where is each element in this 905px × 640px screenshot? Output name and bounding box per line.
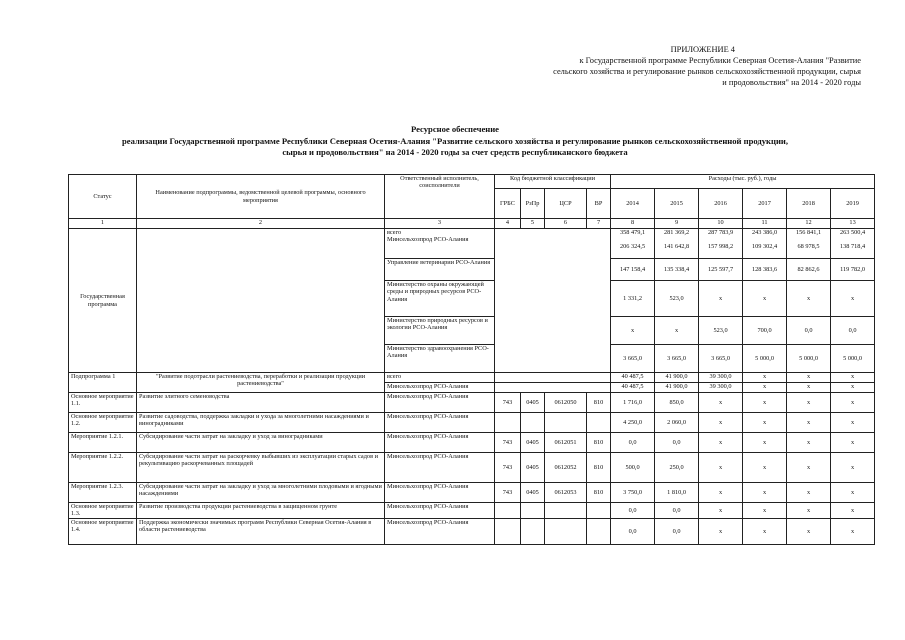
expense-value: 128 383,6 xyxy=(743,259,787,281)
expense-value: x xyxy=(611,317,655,345)
column-number: 10 xyxy=(699,219,743,229)
responsible-name: Управление ветеринарии РСО-Алания xyxy=(385,259,495,281)
rzpr-code: 0405 xyxy=(521,483,545,503)
expense-value: x xyxy=(743,453,787,483)
expense-value: 206 324,5 xyxy=(619,243,646,251)
expense-value: 1 331,2 xyxy=(611,281,655,317)
header-name: Наименование подпрограммы, ведомственной целевой программы, основного мероприятия xyxy=(137,175,385,219)
expense-value: x xyxy=(787,383,831,393)
responsible-name: Минсельхозпрод РСО-Алания xyxy=(385,503,495,519)
expense-value: x xyxy=(831,383,875,393)
total-value: x xyxy=(831,373,875,383)
header-year: 2014 xyxy=(611,189,655,219)
expense-value: x xyxy=(831,413,875,433)
activity-name: Субсидирование части затрат на раскорчевку выбывших из эксплуатации старых садов и рекультивацию раскорчеванных площадей xyxy=(137,453,385,483)
expense-value: 1 810,0 xyxy=(655,483,699,503)
table-body xyxy=(69,219,875,545)
rzpr-code xyxy=(521,413,545,433)
header-responsible: Ответственный исполнитель, соисполнители xyxy=(385,175,495,219)
expense-cell xyxy=(787,229,831,259)
header-rzpr: РзПр xyxy=(521,189,545,219)
activity-name: Поддержка экономически значимых программ Республики Северная Осетия-Алания в области растениеводства xyxy=(137,519,385,545)
expense-value: 250,0 xyxy=(655,453,699,483)
activity-status: Мероприятие 1.2.3. xyxy=(69,483,137,503)
rzpr-code xyxy=(521,519,545,545)
grbs-code: 743 xyxy=(495,393,521,413)
vr-code: 810 xyxy=(587,393,611,413)
expense-value: x xyxy=(743,413,787,433)
expense-value: 4 250,0 xyxy=(611,413,655,433)
total-value: 287 783,9 xyxy=(707,229,734,236)
expense-value: x xyxy=(787,281,831,317)
rzpr-code: 0405 xyxy=(521,393,545,413)
expense-value: x xyxy=(787,433,831,453)
header-year: 2017 xyxy=(743,189,787,219)
expense-value: 700,0 xyxy=(743,317,787,345)
expense-value: x xyxy=(699,503,743,519)
total-value: 39 300,0 xyxy=(699,373,743,383)
budget-code-cell xyxy=(495,383,611,393)
vr-code xyxy=(587,503,611,519)
header-year: 2016 xyxy=(699,189,743,219)
activity-name: Развитие элитного семеноводства xyxy=(137,393,385,413)
responsible-name: Минсельхозпрод РСО-Алания xyxy=(385,483,495,503)
expense-value: 109 302,4 xyxy=(751,243,778,251)
responsible-name: Минсельхозпрод РСО-Алания xyxy=(385,413,495,433)
column-number: 4 xyxy=(495,219,521,229)
total-value: 41 900,0 xyxy=(655,373,699,383)
expense-value: x xyxy=(831,393,875,413)
expense-cell xyxy=(743,229,787,259)
expense-value: 523,0 xyxy=(699,317,743,345)
activity-status: Основное мероприятие 1.1. xyxy=(69,393,137,413)
total-label: всего xyxy=(385,373,495,383)
expense-value: x xyxy=(743,383,787,393)
csr-code xyxy=(545,413,587,433)
responsible-name: Минсельхозпрод РСО-Алания xyxy=(385,453,495,483)
expense-value: 0,0 xyxy=(655,519,699,545)
expense-value: x xyxy=(787,519,831,545)
header-budget-code: Код бюджетной классификации xyxy=(495,175,611,189)
table-row xyxy=(69,453,875,483)
expense-value: x xyxy=(831,519,875,545)
column-number: 1 xyxy=(69,219,137,229)
total-value: 243 386,0 xyxy=(751,229,778,236)
total-value: 281 369,2 xyxy=(663,229,690,236)
grbs-code xyxy=(495,519,521,545)
expense-value: x xyxy=(831,281,875,317)
expense-value: 135 338,4 xyxy=(655,259,699,281)
activity-name: Развитие производства продукции растениеводства в защищенном грунте xyxy=(137,503,385,519)
expense-value: 0,0 xyxy=(831,317,875,345)
document-heading xyxy=(60,124,850,159)
expense-value: x xyxy=(743,281,787,317)
expense-value: 3 750,0 xyxy=(611,483,655,503)
expense-value: x xyxy=(699,393,743,413)
expense-value: x xyxy=(743,393,787,413)
table-row xyxy=(69,483,875,503)
column-number: 3 xyxy=(385,219,495,229)
vr-code: 810 xyxy=(587,453,611,483)
expense-value: x xyxy=(699,483,743,503)
grbs-code: 743 xyxy=(495,483,521,503)
table-row xyxy=(69,219,875,229)
activity-status: Мероприятие 1.2.2. xyxy=(69,453,137,483)
expense-value: x xyxy=(787,503,831,519)
header-grbs: ГРБС xyxy=(495,189,521,219)
header-vr: ВР xyxy=(587,189,611,219)
expense-cell xyxy=(655,229,699,259)
expense-value: 39 300,0 xyxy=(699,383,743,393)
resource-table xyxy=(68,174,875,545)
expense-value: 41 900,0 xyxy=(655,383,699,393)
expense-value: 0,0 xyxy=(787,317,831,345)
expense-value: x xyxy=(743,433,787,453)
header-expenses: Расходы (тыс. руб.), годы xyxy=(611,175,875,189)
expense-cell xyxy=(611,229,655,259)
expense-value: 40 487,5 xyxy=(611,383,655,393)
header-year: 2019 xyxy=(831,189,875,219)
column-number: 12 xyxy=(787,219,831,229)
total-value: 40 487,5 xyxy=(611,373,655,383)
subprogram-name: "Развитие подотрасли растениеводства, переработки и реализации продукции растениеводства" xyxy=(137,373,385,393)
grbs-code: 743 xyxy=(495,453,521,483)
appendix-line: и продовольствия" на 2014 - 2020 годы xyxy=(722,78,861,87)
total-value: 358 479,1 xyxy=(619,229,646,236)
expense-value: x xyxy=(699,519,743,545)
expense-value: 0,0 xyxy=(655,503,699,519)
expense-value: x xyxy=(699,433,743,453)
column-number: 8 xyxy=(611,219,655,229)
vr-code xyxy=(587,519,611,545)
header-year: 2018 xyxy=(787,189,831,219)
expense-cell xyxy=(699,229,743,259)
header-status: Статус xyxy=(69,175,137,219)
expense-value: x xyxy=(831,433,875,453)
column-number: 2 xyxy=(137,219,385,229)
expense-value: 141 642,8 xyxy=(663,243,690,251)
column-number: 9 xyxy=(655,219,699,229)
expense-value: 0,0 xyxy=(611,519,655,545)
total-value: x xyxy=(787,373,831,383)
subprogram-status: Подпрограмма 1 xyxy=(69,373,137,393)
csr-code: 0612052 xyxy=(545,453,587,483)
expense-value: 3 665,0 xyxy=(611,345,655,373)
appendix-title: ПРИЛОЖЕНИЕ 4 xyxy=(670,45,735,54)
table-row xyxy=(69,433,875,453)
expense-value: x xyxy=(787,413,831,433)
header-csr: ЦСР xyxy=(545,189,587,219)
responsible-name: Минсельхозпрод РСО-Алания xyxy=(387,236,469,244)
column-number: 11 xyxy=(743,219,787,229)
table-row xyxy=(69,519,875,545)
budget-code-cell xyxy=(495,373,611,383)
expense-value: x xyxy=(699,453,743,483)
expense-value: x xyxy=(787,483,831,503)
activity-status: Основное мероприятие 1.3. xyxy=(69,503,137,519)
table-row xyxy=(69,503,875,519)
activity-name: Субсидирование части затрат на закладку и уход за многолетними плодовыми и ягодными насаждениями xyxy=(137,483,385,503)
header-year: 2015 xyxy=(655,189,699,219)
activity-name: Развитие садоводства, поддержка закладки и ухода за многолетними насаждениями и виноградниками xyxy=(137,413,385,433)
responsible-name: Министерство здравоохранения РСО-Алания xyxy=(385,345,495,373)
expense-value: 850,0 xyxy=(655,393,699,413)
grbs-code xyxy=(495,503,521,519)
csr-code: 0612053 xyxy=(545,483,587,503)
expense-value: 0,0 xyxy=(655,433,699,453)
expense-value: 3 665,0 xyxy=(655,345,699,373)
responsible-name: Министерство природных ресурсов и экологии РСО-Алания xyxy=(385,317,495,345)
table-row xyxy=(69,373,875,383)
responsible-name: Министерство охраны окружающей среды и природных ресурсов РСО-Алания xyxy=(385,281,495,317)
expense-value: x xyxy=(743,483,787,503)
expense-value: 500,0 xyxy=(611,453,655,483)
expense-value: x xyxy=(743,519,787,545)
appendix-line: к Государственной программе Республики Северная Осетия-Алания "Развитие xyxy=(579,56,861,65)
expense-value: 125 597,7 xyxy=(699,259,743,281)
table-row xyxy=(69,393,875,413)
expense-value: x xyxy=(655,317,699,345)
expense-value: 0,0 xyxy=(611,503,655,519)
expense-value: 82 862,6 xyxy=(787,259,831,281)
responsible-name: Минсельхозпрод РСО-Алания xyxy=(385,393,495,413)
expense-value: 119 782,0 xyxy=(831,259,875,281)
expense-value: 68 978,5 xyxy=(797,243,820,251)
expense-value: 1 716,0 xyxy=(611,393,655,413)
csr-code: 0612051 xyxy=(545,433,587,453)
table-row xyxy=(69,413,875,433)
csr-code: 0612050 xyxy=(545,393,587,413)
vr-code: 810 xyxy=(587,433,611,453)
column-number: 13 xyxy=(831,219,875,229)
expense-value: 5 000,0 xyxy=(831,345,875,373)
expense-value: 523,0 xyxy=(655,281,699,317)
expense-cell xyxy=(831,229,875,259)
total-value: 263 500,4 xyxy=(839,229,866,236)
heading-line: реализации Государственной программе Республики Северная Осетия-Алания "Развитие сельского хозяйства и регулирование рынков сельскохозяйственной продукции, xyxy=(121,135,788,146)
appendix-block xyxy=(421,44,861,88)
total-value: x xyxy=(743,373,787,383)
expense-value: 138 718,4 xyxy=(839,243,866,251)
vr-code: 810 xyxy=(587,483,611,503)
grbs-code: 743 xyxy=(495,433,521,453)
activity-status: Основное мероприятие 1.4. xyxy=(69,519,137,545)
vr-code xyxy=(587,413,611,433)
responsible-name: Минсельхозпрод РСО-Алания xyxy=(385,433,495,453)
state-program-status: Государственная программа xyxy=(69,229,137,373)
expense-value: 2 060,0 xyxy=(655,413,699,433)
expense-value: 147 158,4 xyxy=(611,259,655,281)
table-row xyxy=(69,229,875,259)
grbs-code xyxy=(495,413,521,433)
expense-value: x xyxy=(787,393,831,413)
responsible-cell xyxy=(385,229,495,259)
expense-value: 157 998,2 xyxy=(707,243,734,251)
expense-value: x xyxy=(743,503,787,519)
appendix-line: сельского хозяйства и регулирование рынков сельскохозяйственной продукции, сырья xyxy=(553,67,861,76)
rzpr-code: 0405 xyxy=(521,453,545,483)
total-label: всего xyxy=(387,229,402,236)
column-number: 7 xyxy=(587,219,611,229)
expense-value: 0,0 xyxy=(611,433,655,453)
budget-code-cell xyxy=(495,229,611,373)
rzpr-code xyxy=(521,503,545,519)
responsible-name: Минсельхозпрод РСО-Алания xyxy=(385,383,495,393)
expense-value: 3 665,0 xyxy=(699,345,743,373)
expense-value: x xyxy=(787,453,831,483)
expense-value: x xyxy=(831,503,875,519)
expense-value: x xyxy=(699,413,743,433)
activity-name: Субсидирование части затрат на закладку и уход за виноградниками xyxy=(137,433,385,453)
responsible-name: Минсельхозпрод РСО-Алания xyxy=(385,519,495,545)
heading-line: Ресурсное обеспечение xyxy=(410,124,499,134)
total-value: 156 841,1 xyxy=(795,229,822,236)
expense-value: x xyxy=(831,453,875,483)
activity-status: Основное мероприятие 1.2. xyxy=(69,413,137,433)
expense-value: x xyxy=(831,483,875,503)
csr-code xyxy=(545,519,587,545)
state-program-name xyxy=(137,229,385,373)
expense-value: 5 000,0 xyxy=(743,345,787,373)
column-number: 6 xyxy=(545,219,587,229)
activity-status: Мероприятие 1.2.1. xyxy=(69,433,137,453)
heading-line: сырья и продовольствия" на 2014 - 2020 годы за счет средств республиканского бюджета xyxy=(282,147,628,157)
column-number: 5 xyxy=(521,219,545,229)
expense-value: x xyxy=(699,281,743,317)
rzpr-code: 0405 xyxy=(521,433,545,453)
csr-code xyxy=(545,503,587,519)
expense-value: 5 000,0 xyxy=(787,345,831,373)
